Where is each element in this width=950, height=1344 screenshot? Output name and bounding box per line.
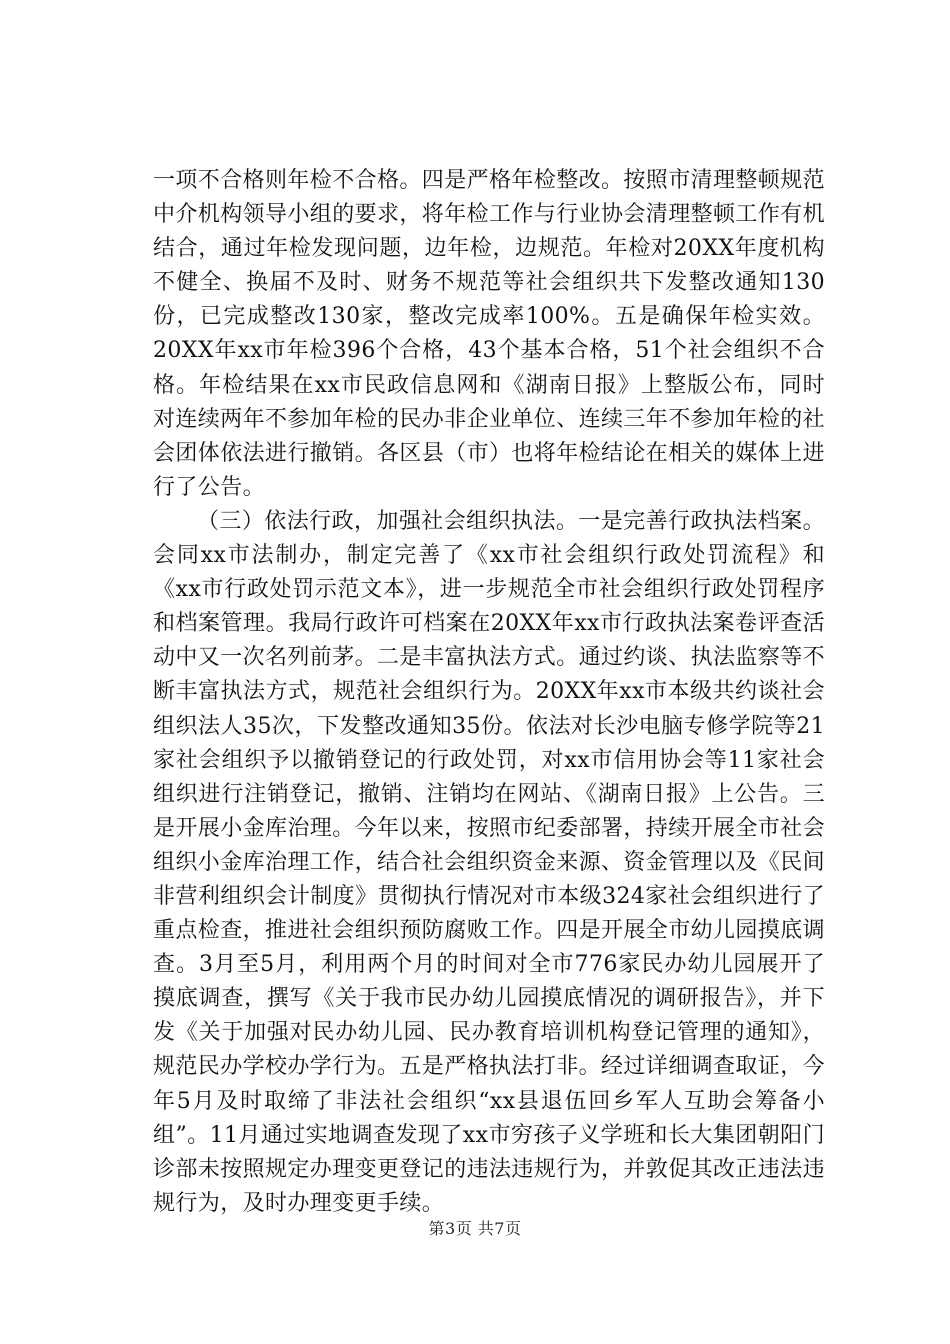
document-body: [153, 164, 825, 1221]
page-number-footer: 第3页 共7页: [428, 1219, 522, 1238]
paragraph-2: （三）依法行政，加强社会组织执法。一是完善行政执法档案。会同xx市法制办，制定完善了《xx市社会组织行政处罚流程》和《xx市行政处罚示范文本》，进一步规范全市社会组织行政处罚程序和档案管理。我局行政许可档案在20XX年xx市行政执法案卷评查活动中又一次名列前茅。二是丰富执法方式。通过约谈、执法监察等不断丰富执法方式，规范社会组织行为。20XX年xx市本级共约谈社会组织法人35次，下发整改通知35份。依法对长沙电脑专修学院等21家社会组织予以撤销登记的行政处罚，对xx市信用协会等11家社会组织进行注销登记，撤销、注销均在网站、《湖南日报》上公告。三是开展小金库治理。今年以来，按照市纪委部署，持续开展全市社会组织小金库治理工作，结合社会组织资金来源、资金管理以及《民间非营利组织会计制度》贯彻执行情况对市本级324家社会组织进行了重点检查，推进社会组织预防腐败工作。四是开展全市幼儿园摸底调查。3月至5月，利用两个月的时间对全市776家民办幼儿园展开了摸底调查，撰写《关于我市民办幼儿园摸底情况的调研报告》，并下发《关于加强对民办幼儿园、民办教育培训机构登记管理的通知》，规范民办学校办学行为。五是严格执法打非。经过详细调查取证，今年5月及时取缔了非法社会组织“xx县退伍回乡军人互助会筹备小组”。11月通过实地调查发现了xx市穷孩子义学班和长大集团朝阳门诊部未按照规定办理变更登记的违法违规行为，并敦促其改正违法违规行为，及时办理变更手续。: [153, 508, 826, 1216]
paragraph-1: 一项不合格则年检不合格。四是严格年检整改。按照市清理整顿规范中介机构领导小组的要求，将年检工作与行业协会清理整顿工作有机结合，通过年检发现问题，边年检，边规范。年检对20XX年度机构不健全、换届不及时、财务不规范等社会组织共下发整改通知130份，已完成整改130家，整改完成率100%。五是确保年检实效。20XX年xx市年检396个合格，43个基本合格，51个社会组织不合格。年检结果在xx市民政信息网和《湖南日报》上整版公布，同时对连续两年不参加年检的民办非企业单位、连续三年不参加年检的社会团体依法进行撤销。各区县（市）也将年检结论在相关的媒体上进行了公告。: [153, 168, 826, 500]
